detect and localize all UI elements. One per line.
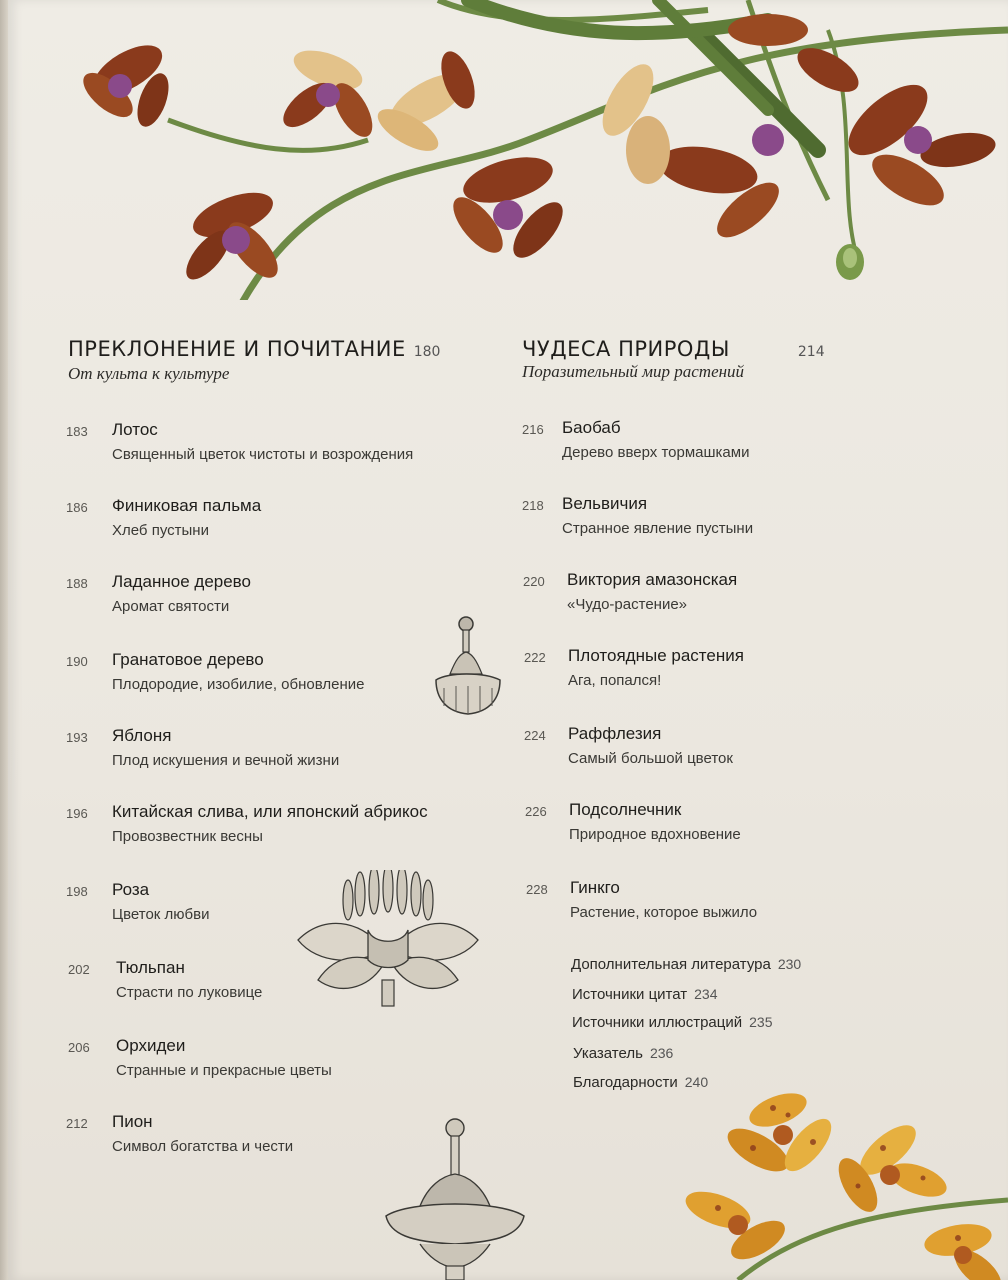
entry-page-number: 224 bbox=[524, 728, 546, 743]
entry-subtitle: Хлеб пустыни bbox=[112, 522, 209, 539]
book-page bbox=[8, 0, 1008, 1280]
entry-page-number: 212 bbox=[66, 1116, 88, 1131]
section-title-right bbox=[522, 337, 825, 361]
orange-orchid-flower-3 bbox=[831, 1117, 951, 1218]
entry-subtitle: Ага, попался! bbox=[568, 672, 662, 689]
entry-page-number: 183 bbox=[66, 424, 88, 439]
entry-subtitle: Странное явление пустыни bbox=[562, 520, 754, 537]
entry-subtitle: Самый большой цветок bbox=[568, 750, 733, 767]
entry-title: Ладанное дерево bbox=[112, 572, 251, 591]
back-matter-page: 236 bbox=[649, 1045, 674, 1061]
entry-title: Лотос bbox=[112, 420, 158, 439]
entry-title: Финиковая пальма bbox=[112, 496, 262, 515]
page-edge bbox=[0, 0, 8, 1280]
entry-title: Яблоня bbox=[112, 726, 172, 745]
entry-title: Баобаб bbox=[562, 418, 621, 437]
entry-subtitle: Символ богатства и чести bbox=[112, 1138, 294, 1155]
entry-subtitle: Дерево вверх тормашками bbox=[562, 444, 750, 461]
entry-page-number: 222 bbox=[524, 650, 546, 665]
entry-page-number: 188 bbox=[66, 576, 88, 591]
entry-title: Пион bbox=[112, 1112, 153, 1131]
entry-title: Гинкго bbox=[570, 878, 620, 897]
entry-title: Вельвичия bbox=[562, 494, 648, 513]
entry-title: Китайская слива, или японский абрикос bbox=[112, 802, 428, 821]
entry-page-number: 216 bbox=[522, 422, 544, 437]
back-matter-item[interactable] bbox=[573, 1074, 708, 1091]
entry-subtitle: «Чудо-растение» bbox=[567, 596, 688, 613]
orange-orchid-illustration bbox=[678, 1090, 1008, 1280]
back-matter-item[interactable] bbox=[571, 956, 801, 973]
entry-title: Виктория амазонская bbox=[567, 570, 738, 589]
entry-page-number: 196 bbox=[66, 806, 88, 821]
section-title-text: ПРЕКЛОНЕНИЕ И ПОЧИТАНИЕ bbox=[68, 337, 406, 361]
section-subtitle-right: Поразительный мир растений bbox=[522, 362, 745, 381]
entry-subtitle: Странные и прекрасные цветы bbox=[116, 1062, 332, 1079]
orchid-illustration-top bbox=[8, 0, 1008, 300]
rose-flower-engraving-icon bbox=[288, 870, 488, 1010]
pistil-engraving-icon bbox=[430, 614, 510, 724]
entry-page-number: 198 bbox=[66, 884, 88, 899]
entry-title: Орхидеи bbox=[116, 1036, 186, 1055]
entry-page-number: 206 bbox=[68, 1040, 90, 1055]
entry-page-number: 220 bbox=[523, 574, 545, 589]
orchid-flower-1 bbox=[76, 35, 175, 130]
back-matter-page: 235 bbox=[749, 1014, 773, 1030]
entry-page-number: 190 bbox=[66, 654, 88, 669]
back-matter-label: Указатель bbox=[573, 1045, 643, 1062]
back-matter-label: Источники цитат bbox=[572, 986, 688, 1003]
back-matter-page: 230 bbox=[777, 956, 802, 972]
entry-page-number: 226 bbox=[525, 804, 547, 819]
orange-orchid-flower-4 bbox=[922, 1219, 1008, 1280]
back-matter-item[interactable] bbox=[573, 1045, 673, 1062]
entry-subtitle: Плод искушения и вечной жизни bbox=[112, 752, 340, 769]
entry-title: Подсолнечник bbox=[569, 800, 682, 819]
entry-title: Раффлезия bbox=[568, 724, 662, 743]
section-title-left bbox=[68, 337, 440, 361]
orchid-flower-3 bbox=[276, 43, 380, 143]
section-subtitle-left: От культа к культуре bbox=[68, 364, 230, 383]
back-matter-page: 240 bbox=[684, 1074, 709, 1090]
entry-page-number: 202 bbox=[68, 962, 90, 977]
entry-page-number: 186 bbox=[66, 500, 88, 515]
orchid-flower-2 bbox=[179, 184, 287, 287]
back-matter-item[interactable] bbox=[572, 986, 718, 1003]
back-matter-item[interactable] bbox=[572, 1014, 772, 1031]
entry-title: Плотоядные растения bbox=[568, 646, 744, 665]
section-page-number: 214 bbox=[797, 344, 825, 360]
entry-subtitle: Священный цветок чистоты и возрождения bbox=[112, 446, 414, 463]
entry-page-number: 228 bbox=[526, 882, 548, 897]
entry-subtitle: Цветок любви bbox=[112, 906, 210, 923]
back-matter-label: Благодарности bbox=[573, 1074, 678, 1091]
peony-pistil-engraving-icon bbox=[380, 1116, 530, 1280]
orange-orchid-flower-1 bbox=[721, 1090, 839, 1180]
entry-subtitle: Страсти по луковице bbox=[116, 984, 263, 1001]
entry-subtitle: Растение, которое выжило bbox=[570, 904, 758, 921]
orchid-flower-4 bbox=[372, 47, 482, 159]
entry-title: Гранатовое дерево bbox=[112, 650, 264, 669]
entry-subtitle: Аромат святости bbox=[112, 598, 230, 615]
entry-page-number: 218 bbox=[522, 498, 544, 513]
entry-title: Тюльпан bbox=[116, 958, 185, 977]
section-title-text: ЧУДЕСА ПРИРОДЫ bbox=[522, 337, 730, 361]
back-matter-page: 234 bbox=[694, 986, 718, 1002]
entry-subtitle: Провозвестник весны bbox=[112, 828, 263, 845]
entry-subtitle: Плодородие, изобилие, обновление bbox=[112, 676, 365, 693]
entry-page-number: 193 bbox=[66, 730, 88, 745]
back-matter-label: Дополнительная литература bbox=[571, 956, 771, 973]
back-matter-label: Источники иллюстраций bbox=[572, 1014, 743, 1031]
section-page-number: 180 bbox=[413, 344, 441, 360]
orchid-bud bbox=[836, 244, 864, 280]
entry-title: Роза bbox=[112, 880, 150, 899]
entry-subtitle: Природное вдохновение bbox=[569, 826, 741, 843]
orchid-flower-5 bbox=[445, 149, 572, 266]
